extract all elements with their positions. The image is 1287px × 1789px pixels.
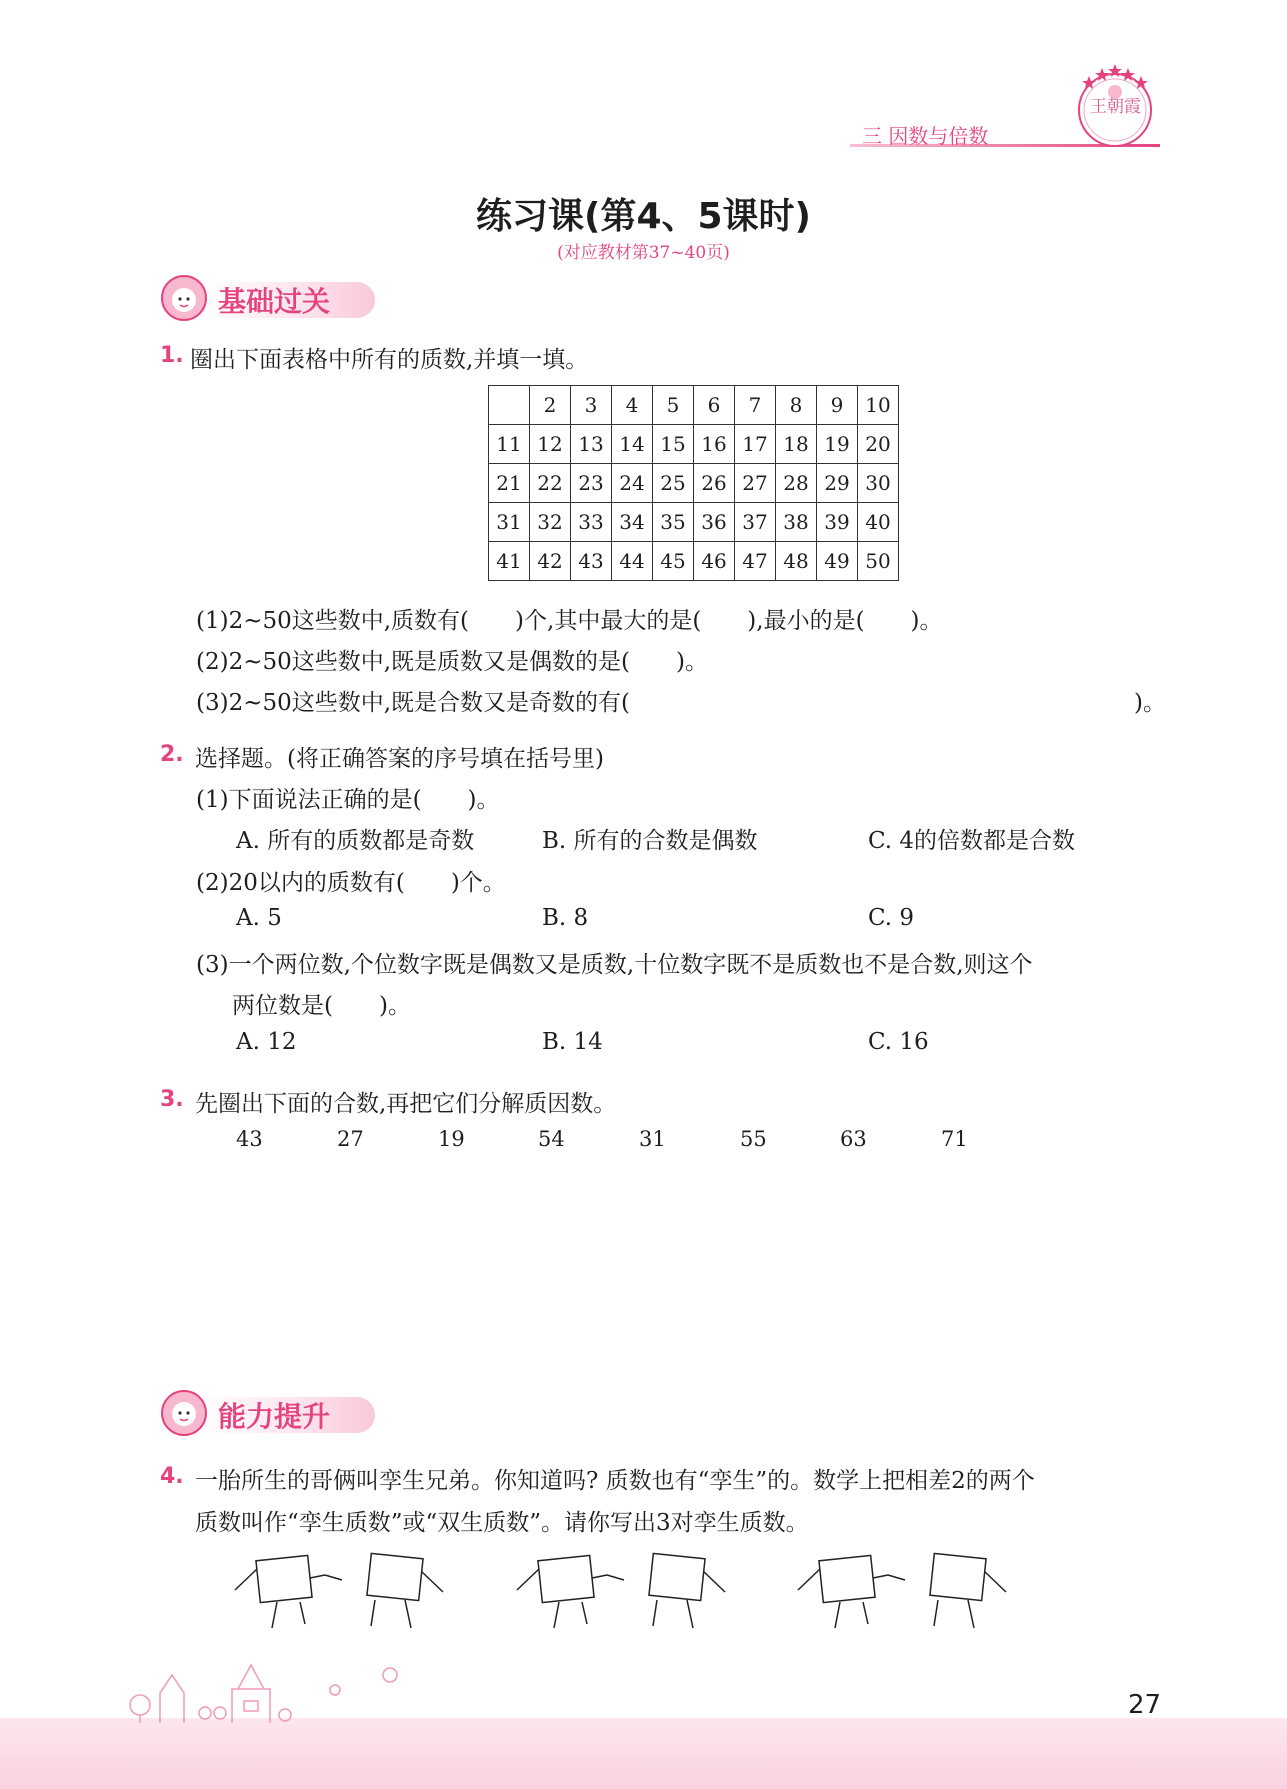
table-cell[interactable]: 36 (694, 503, 735, 542)
table-cell[interactable]: 11 (489, 425, 530, 464)
table-cell[interactable]: 32 (530, 503, 571, 542)
table-cell[interactable]: 35 (653, 503, 694, 542)
table-cell[interactable]: 21 (489, 464, 530, 503)
q2-p1: (1)下面说法正确的是( )。 (196, 787, 500, 813)
q2-number: 2. (160, 742, 184, 767)
q2-p2-option-a: A. 5 (236, 905, 282, 931)
table-row (489, 386, 899, 425)
table-cell[interactable]: 4 (612, 386, 653, 425)
q2-p3-option-a: A. 12 (236, 1029, 297, 1055)
q1-number: 1. (160, 343, 184, 368)
table-cell[interactable]: 48 (776, 542, 817, 581)
table-cell[interactable]: 12 (530, 425, 571, 464)
table-cell[interactable]: 25 (653, 464, 694, 503)
q1-sub2: (2)2~50这些数中,既是质数又是偶数的是( )。 (196, 649, 709, 675)
q2-p3-line1: (3)一个两位数,个位数字既是偶数又是质数,十位数字既不是质数也不是合数,则这个 (196, 952, 1033, 978)
q1-sub1: (1)2~50这些数中,质数有( )个,其中最大的是( ),最小的是( )。 (196, 608, 943, 634)
q3-number-item: 19 (438, 1127, 465, 1151)
q4-line1: 一胎所生的哥俩叫孪生兄弟。你知道吗? 质数也有“孪生”的。数学上把相差2的两个 (195, 1468, 1035, 1494)
q2-p1-option-c: C. 4的倍数都是合数 (868, 828, 1076, 854)
table-cell[interactable]: 49 (817, 542, 858, 581)
castle-decoration-icon (120, 1645, 400, 1725)
table-cell[interactable]: 19 (817, 425, 858, 464)
table-cell[interactable]: 27 (735, 464, 776, 503)
table-cell[interactable]: 17 (735, 425, 776, 464)
q3-number-item: 43 (236, 1127, 263, 1151)
boy-avatar-icon (160, 1389, 208, 1437)
chapter-title: 三 因数与倍数 (862, 124, 989, 148)
table-cell[interactable]: 37 (735, 503, 776, 542)
q3-text: 先圈出下面的合数,再把它们分解质因数。 (195, 1091, 617, 1117)
table-cell[interactable]: 23 (571, 464, 612, 503)
table-cell[interactable]: 29 (817, 464, 858, 503)
number-table (488, 385, 899, 581)
page-number: 27 (1128, 1690, 1162, 1720)
q2-p1-option-b: B. 所有的合数是偶数 (542, 828, 758, 854)
table-cell[interactable]: 39 (817, 503, 858, 542)
table-cell[interactable]: 5 (653, 386, 694, 425)
table-cell[interactable]: 46 (694, 542, 735, 581)
twin-pair-box-3 (798, 1553, 1006, 1628)
table-cell[interactable]: 31 (489, 503, 530, 542)
table-cell[interactable]: 2 (530, 386, 571, 425)
table-cell[interactable]: 44 (612, 542, 653, 581)
q3-number-item: 63 (840, 1127, 867, 1151)
table-cell[interactable]: 24 (612, 464, 653, 503)
q2-text: 选择题。(将正确答案的序号填在括号里) (195, 746, 604, 772)
q3-number-item: 27 (337, 1127, 364, 1151)
table-row (489, 464, 899, 503)
q1-sub3-end: )。 (1134, 690, 1166, 716)
q2-p1-option-a: A. 所有的质数都是奇数 (236, 828, 475, 854)
twin-pair-box-1 (235, 1553, 443, 1628)
girl-avatar-icon (160, 274, 208, 322)
table-cell[interactable]: 14 (612, 425, 653, 464)
q2-p3-option-c: C. 16 (868, 1029, 929, 1055)
section-title-advanced: 能力提升 (218, 1400, 331, 1433)
q2-p3-option-b: B. 14 (542, 1029, 603, 1055)
q3-number-item: 71 (941, 1127, 968, 1151)
q4-number: 4. (160, 1464, 184, 1489)
table-cell[interactable]: 3 (571, 386, 612, 425)
table-cell[interactable]: 47 (735, 542, 776, 581)
q4-line2: 质数叫作“孪生质数”或“双生质数”。请你写出3对孪生质数。 (195, 1510, 809, 1536)
table-cell[interactable]: 13 (571, 425, 612, 464)
table-cell[interactable]: 18 (776, 425, 817, 464)
q3-number-item: 55 (740, 1127, 767, 1151)
q2-p2: (2)20以内的质数有( )个。 (196, 870, 506, 896)
table-cell[interactable]: 50 (858, 542, 899, 581)
q3-number-item: 54 (538, 1127, 565, 1151)
table-cell[interactable]: 15 (653, 425, 694, 464)
section-banner-basic (160, 270, 380, 320)
table-cell[interactable]: 20 (858, 425, 899, 464)
table-cell[interactable]: 42 (530, 542, 571, 581)
q2-p3-line2: 两位数是( )。 (232, 993, 411, 1019)
section-title-basic: 基础过关 (218, 285, 331, 318)
table-cell[interactable]: 22 (530, 464, 571, 503)
table-row (489, 503, 899, 542)
twin-prime-boxes (225, 1540, 1045, 1630)
q1-text: 圈出下面表格中所有的质数,并填一填。 (190, 347, 589, 373)
q3-number-item: 31 (639, 1127, 666, 1151)
table-cell[interactable] (489, 386, 530, 425)
page-subtitle: (对应教材第37~40页) (557, 243, 730, 263)
table-cell[interactable]: 8 (776, 386, 817, 425)
q1-sub3: (3)2~50这些数中,既是合数又是奇数的有( (196, 690, 631, 716)
table-cell[interactable]: 40 (858, 503, 899, 542)
table-cell[interactable]: 45 (653, 542, 694, 581)
brand-logo-text: 王朝霞 (1090, 97, 1141, 117)
table-cell[interactable]: 28 (776, 464, 817, 503)
twin-pair-box-2 (517, 1553, 725, 1628)
q2-p2-option-b: B. 8 (542, 905, 589, 931)
table-cell[interactable]: 34 (612, 503, 653, 542)
table-row (489, 542, 899, 581)
footer-band (0, 1718, 1287, 1789)
section-banner-advanced (160, 1385, 380, 1435)
q2-p2-option-c: C. 9 (868, 905, 915, 931)
table-cell[interactable]: 33 (571, 503, 612, 542)
table-cell[interactable]: 16 (694, 425, 735, 464)
table-cell[interactable]: 7 (735, 386, 776, 425)
table-cell[interactable]: 26 (694, 464, 735, 503)
q3-number-list (0, 1127, 1287, 1157)
table-cell[interactable]: 43 (571, 542, 612, 581)
table-cell[interactable]: 9 (817, 386, 858, 425)
table-cell[interactable]: 41 (489, 542, 530, 581)
page-title: 练习课(第4、5课时) (475, 196, 811, 237)
table-cell[interactable]: 30 (858, 464, 899, 503)
table-cell[interactable]: 6 (694, 386, 735, 425)
table-row (489, 425, 899, 464)
table-cell[interactable]: 38 (776, 503, 817, 542)
q3-number: 3. (160, 1087, 184, 1112)
table-cell[interactable]: 10 (858, 386, 899, 425)
